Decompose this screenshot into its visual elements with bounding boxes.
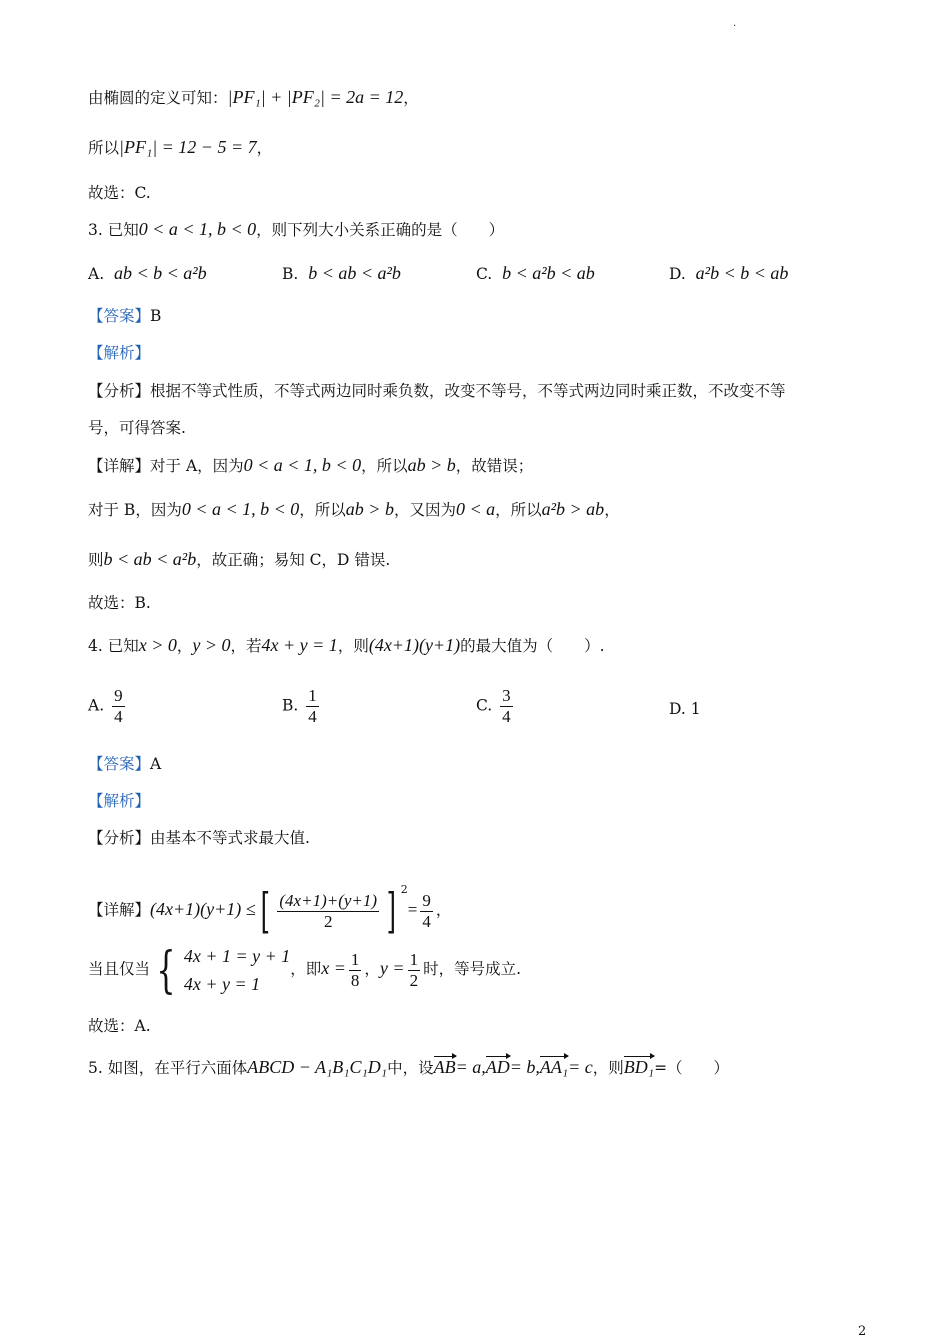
q3-option-c: C. b < a²b < ab	[476, 263, 595, 283]
q3-option-b: B. b < ab < a²b	[282, 263, 401, 283]
top-dot: .	[733, 18, 737, 29]
q4-option-c: C. $\frac{3}{4}$	[476, 686, 511, 726]
q4-fenxi: 【分析】由基本不等式求最大值.	[88, 829, 310, 847]
equation-system: { 4x + 1 = y + 1 4x + y = 1	[156, 941, 291, 999]
vector-bd1: BD₁	[623, 1057, 655, 1077]
q3-option-a: A. ab < b < a²b	[88, 263, 207, 283]
q4-equality-condition: 当且仅当 { 4x + 1 = y + 1 4x + y = 1 ，即x = $\frac{1}{8}$ ，y = $\frac{1}{2}$ 时，等号成立.	[88, 941, 521, 999]
vector-aa1: AA₁	[539, 1057, 569, 1077]
q3-fenxi-line2: 号，可得答案.	[88, 419, 186, 437]
q4-detail: 【详解】(4x+1)(y+1) ≤[ $\frac{(4x+1)+(y+1)}{2}$ ] $^2$= $\frac{9}{4}$ ，	[88, 883, 452, 939]
q3-detail-c: 则b < ab < a²b，故正确；易知 C，D 错误.	[88, 549, 391, 569]
q2-ellipse-equation: |PF₁| + |PF₂| = 2a = 12	[227, 87, 404, 107]
vector-ad: AD	[485, 1057, 510, 1077]
answer-tag: 【答案】	[88, 755, 151, 773]
q3-answer: 【答案】B	[88, 307, 162, 325]
q4-analysis-tag: 【解析】	[88, 792, 151, 810]
q3-detail-b: 对于 B，因为0 < a < 1, b < 0，所以ab > b，又因为0 < a，所以a²b > ab，	[88, 499, 620, 519]
q3-detail-a: 【详解】对于 A，因为0 < a < 1, b < 0，所以ab > b，故错误；	[88, 455, 534, 475]
q2-result-equation: |PF₁| = 12 − 5 = 7	[119, 137, 257, 157]
q4-option-d: D. 1	[669, 700, 701, 718]
q2-ellipse-definition-line: 由椭圆的定义可知：|PF₁| + |PF₂| = 2a = 12，	[88, 87, 419, 107]
q4-answer: 【答案】A	[88, 755, 162, 773]
q4-option-b: B. $\frac{1}{4}$	[282, 686, 317, 726]
q3-choice: 故选：B.	[88, 594, 151, 612]
q3-analysis-tag: 【解析】	[88, 344, 151, 362]
q4-stem: 4. 已知x > 0，y > 0，若4x + y = 1，则(4x+1)(y+1)的最大值为（ ）.	[88, 635, 605, 655]
q4-option-a: A. $\frac{9}{4}$	[88, 686, 123, 726]
q3-fenxi-line1: 【分析】根据不等式性质，不等式两边同时乘负数，改变不等号，不等式两边同时乘正数，不改变不等	[88, 382, 786, 400]
q4-choice: 故选：A.	[88, 1017, 151, 1035]
answer-tag: 【答案】	[88, 307, 151, 325]
page-number: 2	[858, 1324, 867, 1339]
q5-stem: 5. 如图，在平行六面体ABCD − A₁B₁C₁D₁中，设AB= a,AD= b,AA₁= c，则BD₁=（ ）	[88, 1057, 730, 1077]
q2-result-line: 所以|PF₁| = 12 − 5 = 7，	[88, 137, 273, 157]
vector-ab: AB	[433, 1057, 456, 1077]
q2-choice: 故选：C.	[88, 184, 151, 202]
q3-stem: 3. 已知0 < a < 1, b < 0，则下列大小关系正确的是（ ）	[88, 219, 505, 239]
q3-option-d: D. a²b < b < ab	[669, 263, 789, 283]
